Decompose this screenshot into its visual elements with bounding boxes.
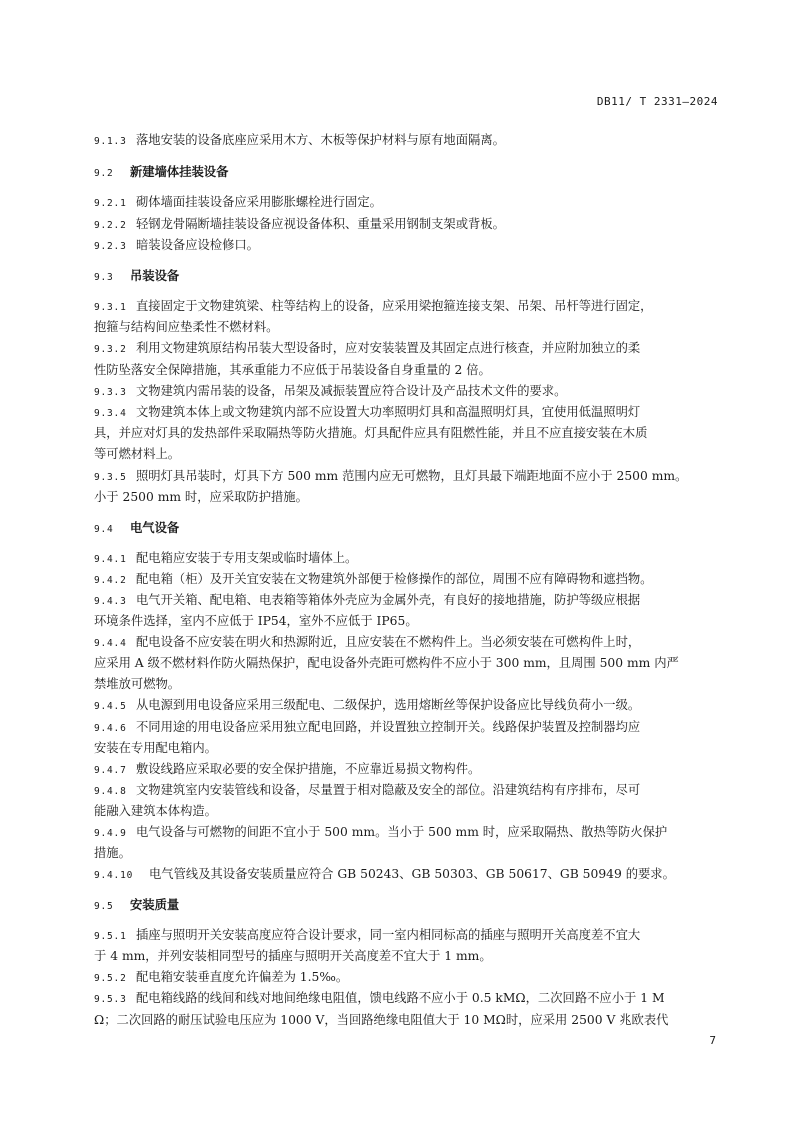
clause-continuation xyxy=(94,318,719,336)
clause-text: 文物建筑内需吊装的设备，吊架及减振装置应符合设计及产品技术文件的要求。 xyxy=(136,384,567,398)
clause-line xyxy=(94,781,719,801)
clause-line xyxy=(94,193,719,213)
clause-text: 具，并应对灯具的发热部件采取隔热等防火措施。灯具配件应具有阻燃性能，并且不应直接安装在木质 xyxy=(94,426,648,440)
section-title: 安装质量 xyxy=(130,898,180,912)
section-number: 9.2 xyxy=(94,168,114,179)
clause-text: Ω；二次回路的耐压试验电压应为 1000 V，当回路绝缘电阻值大于 10 MΩ时，应采用 2500 V 兆欧表代 xyxy=(94,1013,669,1027)
section-heading xyxy=(94,519,719,539)
clause-text: 电气管线及其设备安装质量应符合 GB 50243、GB 50303、GB 50617、GB 50949 的要求。 xyxy=(149,867,675,881)
clause-continuation xyxy=(94,361,719,379)
clause-text: 暗装设备应设检修口。 xyxy=(136,238,259,252)
clause-line xyxy=(94,549,719,569)
clause-number: 9.4.3 xyxy=(94,596,127,607)
clause-number: 9.3.4 xyxy=(94,408,127,419)
clause-number: 9.2.3 xyxy=(94,241,127,252)
clause-text: 敷设线路应采取必要的安全保护措施，不应靠近易损文物构件。 xyxy=(136,762,481,776)
clause-line xyxy=(94,989,719,1009)
clause-text: 安装在专用配电箱内。 xyxy=(94,741,217,755)
clause-line xyxy=(94,215,719,235)
clause-text: 配电箱安装垂直度允许偏差为 1.5‰。 xyxy=(136,970,349,984)
clause-number: 9.1.3 xyxy=(94,136,127,147)
section-heading xyxy=(94,267,719,287)
clause-text: 直接固定于文物建筑梁、柱等结构上的设备，应采用梁抱箍连接支架、吊架、吊杆等进行固定， xyxy=(136,299,653,313)
section-title: 新建墙体挂装设备 xyxy=(130,165,229,179)
clause-line xyxy=(94,591,719,611)
standard-code-header: DB11/ T 2331—2024 xyxy=(596,95,718,108)
clause-continuation xyxy=(94,488,719,506)
clause-line xyxy=(94,131,719,151)
clause-text: 电气设备与可燃物的间距不宜小于 500 mm。当小于 500 mm 时，应采取隔热、散热等防火保护 xyxy=(136,825,668,839)
section-number: 9.5 xyxy=(94,901,114,912)
clause-line xyxy=(94,339,719,359)
section-heading xyxy=(94,163,719,183)
clause-text: 电气开关箱、配电箱、电表箱等箱体外壳应为金属外壳，有良好的接地措施，防护等级应根据 xyxy=(136,593,641,607)
clause-continuation xyxy=(94,739,719,757)
clause-text: 配电箱（柜）及开关宜安装在文物建筑外部便于检修操作的部位，周围不应有障碍物和遮挡物。 xyxy=(136,572,653,586)
section-number: 9.3 xyxy=(94,272,114,283)
clause-number: 9.3.3 xyxy=(94,387,127,398)
clause-text: 配电箱应安装于专用支架或临时墙体上。 xyxy=(136,551,358,565)
clause-continuation xyxy=(94,844,719,862)
clause-line xyxy=(94,403,719,423)
clause-text: 插座与照明开关安装高度应符合设计要求，同一室内相同标高的插座与照明开关高度差不宜大 xyxy=(136,928,641,942)
clause-text: 不同用途的用电设备应采用独立配电回路，并设置独立控制开关。线路保护装置及控制器均应 xyxy=(136,720,641,734)
clause-continuation xyxy=(94,947,719,965)
clause-number: 9.4.7 xyxy=(94,765,127,776)
clause-continuation xyxy=(94,1011,719,1029)
clause-line xyxy=(94,236,719,256)
clause-line xyxy=(94,382,719,402)
clause-number: 9.5.1 xyxy=(94,931,127,942)
clause-text: 措施。 xyxy=(94,846,131,860)
clause-continuation xyxy=(94,424,719,442)
clause-line xyxy=(94,968,719,988)
section-heading xyxy=(94,896,719,916)
section-title: 吊装设备 xyxy=(130,269,180,283)
clause-continuation xyxy=(94,445,719,463)
clause-number: 9.2.2 xyxy=(94,220,127,231)
clause-number: 9.4.6 xyxy=(94,723,127,734)
clause-text: 抱箍与结构间应垫柔性不燃材料。 xyxy=(94,320,279,334)
clause-number: 9.4.8 xyxy=(94,786,127,797)
section-number: 9.4 xyxy=(94,524,114,535)
clause-continuation xyxy=(94,802,719,820)
clause-line xyxy=(94,926,719,946)
clause-number: 9.4.2 xyxy=(94,575,127,586)
clause-text: 小于 2500 mm 时，应采取防护措施。 xyxy=(94,490,308,504)
clause-line xyxy=(94,297,719,317)
clause-continuation xyxy=(94,675,719,693)
clause-number: 9.4.1 xyxy=(94,554,127,565)
clause-text: 利用文物建筑原结构吊装大型设备时，应对安装装置及其固定点进行核查，并应附加独立的柔 xyxy=(136,341,641,355)
clause-text: 文物建筑本体上或文物建筑内部不应设置大功率照明灯具和高温照明灯具，宜使用低温照明灯 xyxy=(136,405,641,419)
clause-text: 应采用 A 级不燃材料作防火隔热保护，配电设备外壳距可燃构件不应小于 300 mm，且周围 500 mm 内严 xyxy=(94,656,679,670)
clause-number: 9.4.9 xyxy=(94,828,127,839)
clause-line xyxy=(94,865,719,885)
clause-line xyxy=(94,633,719,653)
clause-line xyxy=(94,570,719,590)
clause-text: 从电源到用电设备应采用三级配电、二级保护，选用熔断丝等保护设备应比导线负荷小一级。 xyxy=(136,698,641,712)
clause-text: 等可燃材料上。 xyxy=(94,447,181,461)
clause-text: 配电箱线路的线间和线对地间绝缘电阻值，馈电线路不应小于 0.5 kMΩ，二次回路不应小于 1 M xyxy=(136,991,665,1005)
clause-text: 配电设备不应安装在明火和热源附近，且应安装在不燃构件上。当必须安装在可燃构件上时， xyxy=(136,635,641,649)
clause-text: 轻钢龙骨隔断墙挂装设备应视设备体积、重量采用钢制支架或背板。 xyxy=(136,217,505,231)
clause-number: 9.4.10 xyxy=(94,870,134,881)
clause-line xyxy=(94,467,719,487)
clause-line xyxy=(94,823,719,843)
clause-number: 9.2.1 xyxy=(94,198,127,209)
clause-number: 9.3.5 xyxy=(94,472,127,483)
clause-text: 落地安装的设备底座应采用木方、木板等保护材料与原有地面隔离。 xyxy=(136,133,505,147)
section-title: 电气设备 xyxy=(130,521,180,535)
clause-number: 9.3.1 xyxy=(94,302,127,313)
clause-text: 砌体墙面挂装设备应采用膨胀螺栓进行固定。 xyxy=(136,195,382,209)
clause-text: 环境条件选择，室内不应低于 IP54，室外不应低于 IP65。 xyxy=(94,614,418,628)
clause-text: 性防坠落安全保障措施，其承重能力不应低于吊装设备自身重量的 2 倍。 xyxy=(94,363,491,377)
clause-text: 于 4 mm，并列安装相同型号的插座与照明开关高度差不宜大于 1 mm。 xyxy=(94,949,492,963)
clause-number: 9.3.2 xyxy=(94,344,127,355)
clause-number: 9.5.2 xyxy=(94,973,127,984)
clause-line xyxy=(94,760,719,780)
clause-text: 能融入建筑本体构造。 xyxy=(94,804,217,818)
page-number: 7 xyxy=(709,1034,716,1047)
clause-number: 9.5.3 xyxy=(94,994,127,1005)
clause-line xyxy=(94,718,719,738)
clause-text: 文物建筑室内安装管线和设备，尽量置于相对隐蔽及安全的部位。沿建筑结构有序排布，尽可 xyxy=(136,783,641,797)
clause-text: 禁堆放可燃物。 xyxy=(94,677,181,691)
clause-continuation xyxy=(94,612,719,630)
clause-line xyxy=(94,696,719,716)
clause-continuation xyxy=(94,654,719,672)
clause-number: 9.4.5 xyxy=(94,701,127,712)
clause-number: 9.4.4 xyxy=(94,638,127,649)
clause-text: 照明灯具吊装时，灯具下方 500 mm 范围内应无可燃物，且灯具最下端距地面不应小于 2500 mm。 xyxy=(136,469,688,483)
